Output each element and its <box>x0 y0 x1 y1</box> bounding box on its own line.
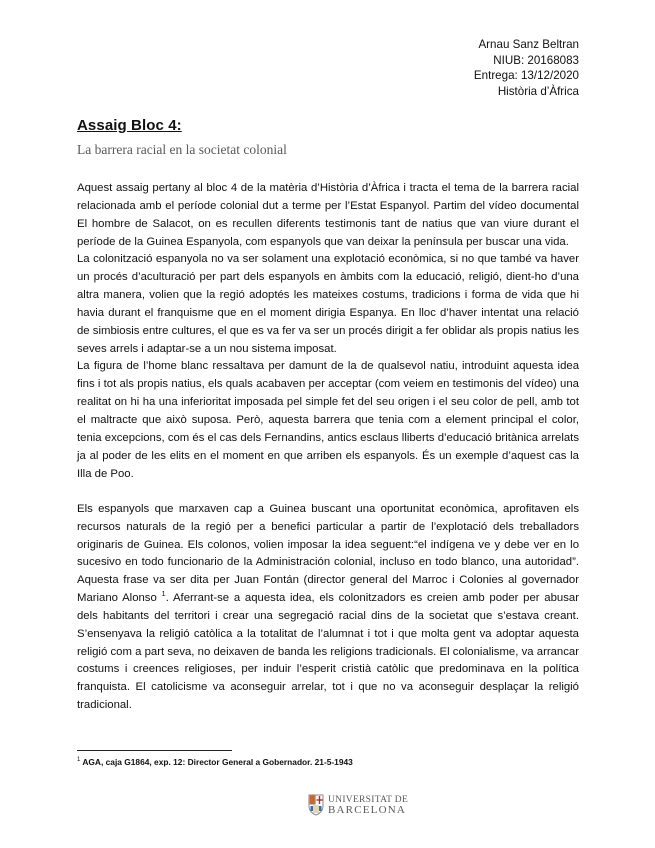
logo-city: BARCELONA <box>328 804 407 816</box>
footnote-separator <box>77 750 232 751</box>
essay-title: Assaig Bloc 4: <box>77 117 182 134</box>
course-name: Història d’Àfrica <box>497 84 579 98</box>
logo-wordmark <box>328 795 408 816</box>
author-name: Arnau Sanz Beltran <box>478 38 579 51</box>
paragraph-text: Els espanyols que marxaven cap a Guinea buscant una oportunitat econòmica, aprofitaven els recursos naturals de la regió per a benefici particular a partir de l’explotació dels treballadors originaris de Guinea. Els colonos, volien imposar la idea seguent:“el indígena ve y debe ver en lo sucesivo en todo funcionario de la Administración colonial, incluso en todo blanco, una autoridad”. Aquesta frase va ser dita per Juan Fontán (director general del Marroc i Colonies al governador Mariano Alonso <box>77 502 579 605</box>
paragraph-text: . Aferrant-se a aquesta idea, els colonitzadors es creien amb poder per abusar dels habitants del territori i crear una segregació racial dins de la societat que s’estava creant. S’ensenyava la religió catòlica a la totalitat de l’alumnat i tot i que molta gent va adoptar aquesta religió com a part seva, no deixaven de banda les religions tradicionals. El colonialisme, va arrancar costums i creences religioses, per induir l’esperit cristià catòlic que predominava en la política franquista. El catolicisme va aconseguir arrelar, tot i que no va aconseguir desplaçar la religió tradicional. <box>77 592 579 712</box>
paragraph: Aquest assaig pertany al bloc 4 de la matèria d’Història d’Àfrica i tracta el tema de la barrera racial relacionada amb el període colonial dut a terme per l’Estat Espanyol. Partim del vídeo documental El hombre de Salacot, on es recullen diferents testimonis tant de natius que van viure durant el període de la Guinea Espanyola, com espanyols que van deixar la península per buscar una vida. <box>77 182 579 248</box>
author-header <box>474 37 579 99</box>
footnote <box>77 757 353 767</box>
university-logo <box>308 790 408 820</box>
essay-subtitle: La barrera racial en la societat colonial <box>77 142 287 157</box>
paragraph: La figura de l’home blanc ressaltava per damunt de la de qualsevol natiu, introduint aquesta idea fins i tot als propis natius, els quals acabaven per acceptar (com veiem en testimonis del vídeo) una realitat on hi ha una inferioritat imposada pel simple fet del seu origen i el seu color de pell, amb tot el maltracte que això suposa. Però, aquesta barrera que tenia com a element principal el color, tenia excepcions, com és el cas dels Fernandins, antics esclaus lliberts d’educació britànica arrelats ja al poder de les elits en el moment en que arriben els espanyols. És un exemple d’aquest cas la Illa de Poo. <box>77 360 579 480</box>
delivery-date: Entrega: 13/12/2020 <box>473 69 579 83</box>
footnote-text: AGA, caja G1864, exp. 12: Director General a Gobernador. 21-5-1943 <box>82 757 353 767</box>
paragraph <box>77 501 579 715</box>
essay-body <box>77 180 579 715</box>
student-id: NIUB: 20168083 <box>493 53 579 67</box>
footnote-number: 1 <box>77 757 81 764</box>
university-shield-icon <box>308 794 324 816</box>
logo-university: UNIVERSITAT DE <box>328 794 409 805</box>
footnote-reference[interactable]: 1 <box>161 589 166 599</box>
paragraph: La colonització espanyola no va ser solament una explotació econòmica, si no que també va haver un procés d’aculturació per part dels espanyols en àmbits com la educació, religió, dient-ho d’una altra manera, volien que la regió adoptés les mateixes costums, tradicions i forma de vida que hi havia durant el franquisme que en el moment dirigia Espanya. En lloc d’haver intentat una relació de simbiosis entre cultures, el que es va fer va ser un procés dirigit a fer oblidar als propis natius les seves arrels i adaptar-se a un nou sistema imposat. <box>77 253 579 355</box>
